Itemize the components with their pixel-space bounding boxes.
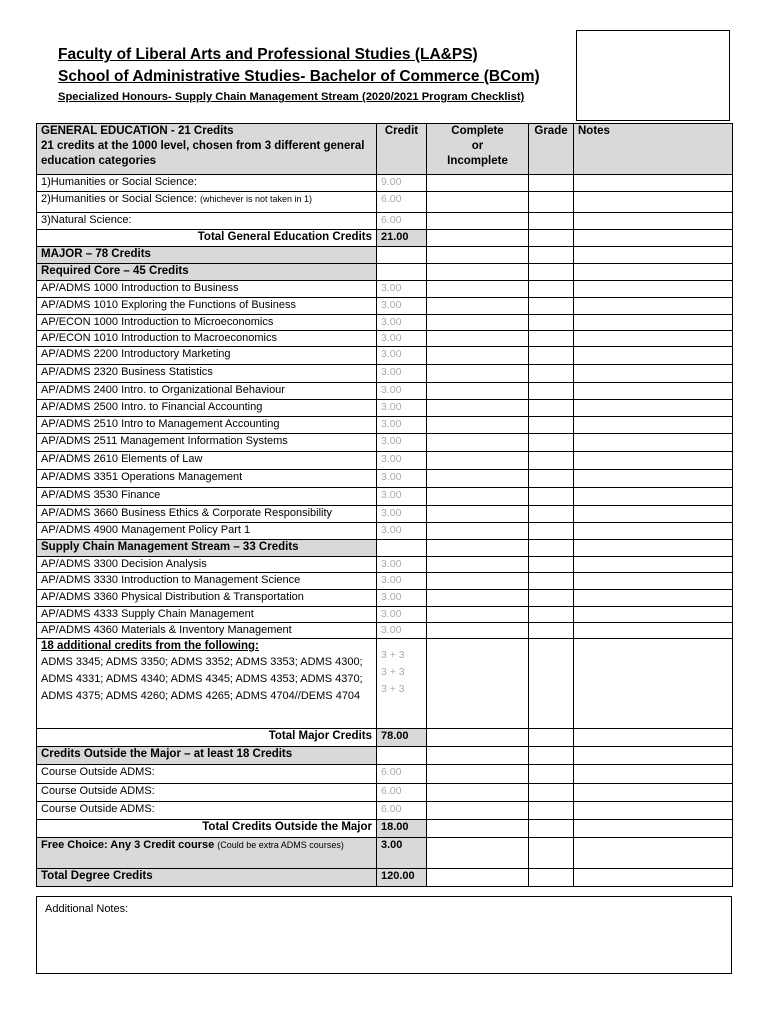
notes-cell[interactable] xyxy=(574,557,733,573)
grade-cell[interactable] xyxy=(529,434,574,452)
electives-title: 18 additional credits from the following: xyxy=(41,640,259,652)
course-row xyxy=(37,470,733,488)
notes-cell[interactable] xyxy=(574,434,733,452)
credit-value: 3.00 xyxy=(377,452,427,470)
course-row xyxy=(37,383,733,400)
header-row xyxy=(37,124,733,175)
course-row xyxy=(37,573,733,590)
grade-cell[interactable] xyxy=(529,506,574,523)
notes-cell[interactable] xyxy=(574,488,733,506)
credit-value: 3.00 xyxy=(377,315,427,331)
complete-header-line2: or xyxy=(471,140,484,152)
notes-cell[interactable] xyxy=(574,331,733,347)
notes-cell[interactable] xyxy=(574,298,733,315)
course-name: AP/ADMS 2400 Intro. to Organizational Behaviour xyxy=(37,383,377,400)
course-row xyxy=(37,607,733,623)
grade-cell[interactable] xyxy=(529,838,574,869)
credit-value: 6.00 xyxy=(377,802,427,820)
grand-total-row xyxy=(37,869,733,887)
credit-value: 3.00 xyxy=(377,488,427,506)
gen-ed-label: 1)Humanities or Social Science: xyxy=(37,175,377,192)
complete-cell[interactable] xyxy=(427,470,529,488)
outside-title: Credits Outside the Major – at least 18 Credits xyxy=(37,747,377,765)
outside-total-label: Total Credits Outside the Major xyxy=(37,820,377,838)
outside-label: Course Outside ADMS: xyxy=(37,765,377,784)
notes-cell[interactable] xyxy=(574,590,733,607)
complete-header-line3: Incomplete xyxy=(447,155,508,167)
credit-value: 3.00 xyxy=(377,573,427,590)
notes-cell[interactable] xyxy=(574,639,733,729)
grade-cell[interactable] xyxy=(529,192,574,213)
course-row xyxy=(37,417,733,434)
stream-title: Supply Chain Management Stream – 33 Credits xyxy=(37,540,377,557)
stream-section-row xyxy=(37,540,733,557)
course-name: AP/ADMS 4900 Management Policy Part 1 xyxy=(37,523,377,540)
gen-ed-title: GENERAL EDUCATION - 21 Credits xyxy=(41,125,234,137)
electives-credit: 3 + 3 xyxy=(381,683,405,695)
grade-cell[interactable] xyxy=(529,765,574,784)
grade-cell[interactable] xyxy=(529,400,574,417)
grade-cell[interactable] xyxy=(529,784,574,802)
complete-cell[interactable] xyxy=(427,765,529,784)
course-row xyxy=(37,281,733,298)
gen-ed-label-text: 2)Humanities or Social Science: xyxy=(41,193,197,205)
credit-value: 3.00 xyxy=(377,557,427,573)
outside-label: Course Outside ADMS: xyxy=(37,802,377,820)
notes-column-header: Notes xyxy=(574,124,733,175)
complete-cell[interactable] xyxy=(427,590,529,607)
complete-cell[interactable] xyxy=(427,192,529,213)
grade-cell[interactable] xyxy=(529,417,574,434)
free-choice-value: 3.00 xyxy=(377,838,427,869)
additional-notes-box[interactable] xyxy=(36,896,732,974)
grade-column-header: Grade xyxy=(529,124,574,175)
course-name: AP/ECON 1000 Introduction to Microeconomics xyxy=(37,315,377,331)
course-row xyxy=(37,365,733,383)
complete-cell[interactable] xyxy=(427,347,529,365)
course-name: AP/ADMS 4360 Materials & Inventory Management xyxy=(37,623,377,639)
course-name: AP/ADMS 3351 Operations Management xyxy=(37,470,377,488)
complete-cell[interactable] xyxy=(427,281,529,298)
notes-cell[interactable] xyxy=(574,192,733,213)
complete-cell[interactable] xyxy=(427,838,529,869)
grade-cell[interactable] xyxy=(529,281,574,298)
grand-total-value: 120.00 xyxy=(377,869,427,887)
grade-cell[interactable] xyxy=(529,452,574,470)
credit-value: 3.00 xyxy=(377,470,427,488)
gen-ed-total-row xyxy=(37,230,733,247)
complete-cell[interactable] xyxy=(427,573,529,590)
electives-credit: 3 + 3 xyxy=(381,666,405,678)
complete-column-header xyxy=(427,124,529,175)
notes-cell[interactable] xyxy=(574,417,733,434)
gen-ed-row xyxy=(37,192,733,213)
grade-cell[interactable] xyxy=(529,365,574,383)
course-row xyxy=(37,315,733,331)
program-title: Specialized Honours- Supply Chain Management Stream (2020/2021 Program Checklist) xyxy=(58,91,525,103)
grade-cell[interactable] xyxy=(529,331,574,347)
free-choice-label: Free Choice: Any 3 Credit course xyxy=(41,839,215,851)
free-choice-cell xyxy=(37,838,377,869)
complete-cell[interactable] xyxy=(427,383,529,400)
course-row xyxy=(37,298,733,315)
free-choice-note: (Could be extra ADMS courses) xyxy=(217,840,344,850)
electives-list: ADMS 3345; ADMS 3350; ADMS 3352; ADMS 3353; ADMS 4300; ADMS 4331; ADMS 4340; ADMS 4345; ADMS 4353; ADMS 4370; ADMS 4375; ADMS 4260; ADMS 4265; ADMS 4704//DEMS 4704 xyxy=(41,656,363,702)
additional-notes-label: Additional Notes: xyxy=(45,903,129,915)
notes-cell[interactable] xyxy=(574,347,733,365)
grade-cell[interactable] xyxy=(529,347,574,365)
credit-value: 3.00 xyxy=(377,383,427,400)
grade-cell[interactable] xyxy=(529,623,574,639)
credit-value: 3.00 xyxy=(377,434,427,452)
course-row xyxy=(37,331,733,347)
complete-cell[interactable] xyxy=(427,802,529,820)
notes-cell[interactable] xyxy=(574,802,733,820)
credit-value: 3.00 xyxy=(377,523,427,540)
course-name: AP/ADMS 2500 Intro. to Financial Accounting xyxy=(37,400,377,417)
credit-value: 3.00 xyxy=(377,590,427,607)
notes-cell[interactable] xyxy=(574,523,733,540)
grade-cell[interactable] xyxy=(529,298,574,315)
course-name: AP/ECON 1010 Introduction to Macroeconomics xyxy=(37,331,377,347)
grand-total-label: Total Degree Credits xyxy=(37,869,377,887)
complete-cell[interactable] xyxy=(427,315,529,331)
grade-cell[interactable] xyxy=(529,639,574,729)
complete-cell[interactable] xyxy=(427,506,529,523)
electives-credit-cell xyxy=(377,639,427,729)
course-name: AP/ADMS 2511 Management Information Systems xyxy=(37,434,377,452)
complete-cell[interactable] xyxy=(427,331,529,347)
course-name: AP/ADMS 3330 Introduction to Management Science xyxy=(37,573,377,590)
credit-value: 6.00 xyxy=(377,192,427,213)
complete-cell[interactable] xyxy=(427,417,529,434)
grade-cell[interactable] xyxy=(529,607,574,623)
outside-total-row xyxy=(37,820,733,838)
complete-cell[interactable] xyxy=(427,400,529,417)
grade-cell[interactable] xyxy=(529,573,574,590)
notes-cell[interactable] xyxy=(574,784,733,802)
grade-cell[interactable] xyxy=(529,315,574,331)
free-choice-row xyxy=(37,838,733,869)
notes-cell[interactable] xyxy=(574,506,733,523)
gen-ed-label-note: (whichever is not taken in 1) xyxy=(199,194,313,204)
course-row xyxy=(37,347,733,365)
credit-value: 6.00 xyxy=(377,784,427,802)
complete-cell[interactable] xyxy=(427,523,529,540)
outside-total-value: 18.00 xyxy=(377,820,427,838)
credit-value: 3.00 xyxy=(377,298,427,315)
credit-value: 6.00 xyxy=(377,765,427,784)
faculty-title: Faculty of Liberal Arts and Professional Studies (LA&PS) xyxy=(58,46,478,63)
complete-cell[interactable] xyxy=(427,488,529,506)
course-name: AP/ADMS 3360 Physical Distribution & Transportation xyxy=(37,590,377,607)
grade-cell[interactable] xyxy=(529,557,574,573)
notes-cell[interactable] xyxy=(574,838,733,869)
complete-cell[interactable] xyxy=(427,213,529,230)
notes-cell[interactable] xyxy=(574,400,733,417)
course-row xyxy=(37,557,733,573)
notes-cell[interactable] xyxy=(574,383,733,400)
notes-cell[interactable] xyxy=(574,213,733,230)
credit-value: 3.00 xyxy=(377,281,427,298)
course-name: AP/ADMS 4333 Supply Chain Management xyxy=(37,607,377,623)
outside-row xyxy=(37,784,733,802)
outside-label: Course Outside ADMS: xyxy=(37,784,377,802)
course-name: AP/ADMS 3300 Decision Analysis xyxy=(37,557,377,573)
notes-cell[interactable] xyxy=(574,470,733,488)
credit-value: 6.00 xyxy=(377,213,427,230)
complete-cell[interactable] xyxy=(427,175,529,192)
course-row xyxy=(37,506,733,523)
gen-ed-row xyxy=(37,175,733,192)
course-name: AP/ADMS 3660 Business Ethics & Corporate Responsibility xyxy=(37,506,377,523)
grade-cell[interactable] xyxy=(529,802,574,820)
gen-ed-label xyxy=(37,192,377,213)
notes-cell[interactable] xyxy=(574,365,733,383)
notes-cell[interactable] xyxy=(574,175,733,192)
notes-cell[interactable] xyxy=(574,607,733,623)
major-total-value: 78.00 xyxy=(377,729,427,747)
grade-cell[interactable] xyxy=(529,590,574,607)
complete-cell[interactable] xyxy=(427,607,529,623)
credit-value: 3.00 xyxy=(377,331,427,347)
electives-row xyxy=(37,639,733,729)
grade-cell[interactable] xyxy=(529,523,574,540)
course-row xyxy=(37,523,733,540)
course-name: AP/ADMS 3530 Finance xyxy=(37,488,377,506)
course-name: AP/ADMS 2510 Intro to Management Accounting xyxy=(37,417,377,434)
complete-cell[interactable] xyxy=(427,623,529,639)
major-title: MAJOR – 78 Credits xyxy=(37,247,377,264)
major-section-row xyxy=(37,247,733,264)
major-total-row xyxy=(37,729,733,747)
credit-value: 3.00 xyxy=(377,400,427,417)
core-title: Required Core – 45 Credits xyxy=(37,264,377,281)
notes-cell[interactable] xyxy=(574,573,733,590)
grade-cell[interactable] xyxy=(529,175,574,192)
complete-header-line1: Complete xyxy=(451,125,504,137)
outside-section-row xyxy=(37,747,733,765)
course-row xyxy=(37,590,733,607)
gen-ed-label: 3)Natural Science: xyxy=(37,213,377,230)
course-name: AP/ADMS 2610 Elements of Law xyxy=(37,452,377,470)
gen-ed-subtitle: 21 credits at the 1000 level, chosen from 3 different general education categories xyxy=(41,140,365,167)
credit-value: 3.00 xyxy=(377,506,427,523)
complete-cell[interactable] xyxy=(427,452,529,470)
program-checklist-table xyxy=(36,123,733,887)
course-row xyxy=(37,400,733,417)
gen-ed-row xyxy=(37,213,733,230)
course-row xyxy=(37,623,733,639)
credit-value: 3.00 xyxy=(377,623,427,639)
course-row xyxy=(37,452,733,470)
grade-cell[interactable] xyxy=(529,213,574,230)
credit-value: 3.00 xyxy=(377,417,427,434)
course-row xyxy=(37,434,733,452)
complete-cell[interactable] xyxy=(427,298,529,315)
gen-ed-total-label: Total General Education Credits xyxy=(37,230,377,247)
electives-cell xyxy=(37,639,377,729)
course-name: AP/ADMS 1010 Exploring the Functions of Business xyxy=(37,298,377,315)
complete-cell[interactable] xyxy=(427,365,529,383)
grade-cell[interactable] xyxy=(529,488,574,506)
notes-cell[interactable] xyxy=(574,623,733,639)
credit-column-header: Credit xyxy=(377,124,427,175)
course-name: AP/ADMS 1000 Introduction to Business xyxy=(37,281,377,298)
grade-cell[interactable] xyxy=(529,383,574,400)
core-section-row xyxy=(37,264,733,281)
gen-ed-header xyxy=(37,124,377,175)
grade-cell[interactable] xyxy=(529,470,574,488)
course-row xyxy=(37,488,733,506)
notes-cell[interactable] xyxy=(574,765,733,784)
course-name: AP/ADMS 2320 Business Statistics xyxy=(37,365,377,383)
logo-box xyxy=(576,30,730,121)
course-name: AP/ADMS 2200 Introductory Marketing xyxy=(37,347,377,365)
complete-cell[interactable] xyxy=(427,639,529,729)
major-total-label: Total Major Credits xyxy=(37,729,377,747)
notes-cell[interactable] xyxy=(574,315,733,331)
complete-cell[interactable] xyxy=(427,434,529,452)
school-title: School of Administrative Studies- Bachelor of Commerce (BCom) xyxy=(58,68,540,85)
notes-cell[interactable] xyxy=(574,452,733,470)
gen-ed-total-value: 21.00 xyxy=(377,230,427,247)
credit-value: 9.00 xyxy=(377,175,427,192)
notes-cell[interactable] xyxy=(574,281,733,298)
outside-row xyxy=(37,765,733,784)
complete-cell[interactable] xyxy=(427,784,529,802)
credit-value: 3.00 xyxy=(377,347,427,365)
electives-credit: 3 + 3 xyxy=(381,649,405,661)
credit-value: 3.00 xyxy=(377,607,427,623)
credit-value: 3.00 xyxy=(377,365,427,383)
complete-cell[interactable] xyxy=(427,557,529,573)
page-header xyxy=(58,44,578,105)
outside-row xyxy=(37,802,733,820)
